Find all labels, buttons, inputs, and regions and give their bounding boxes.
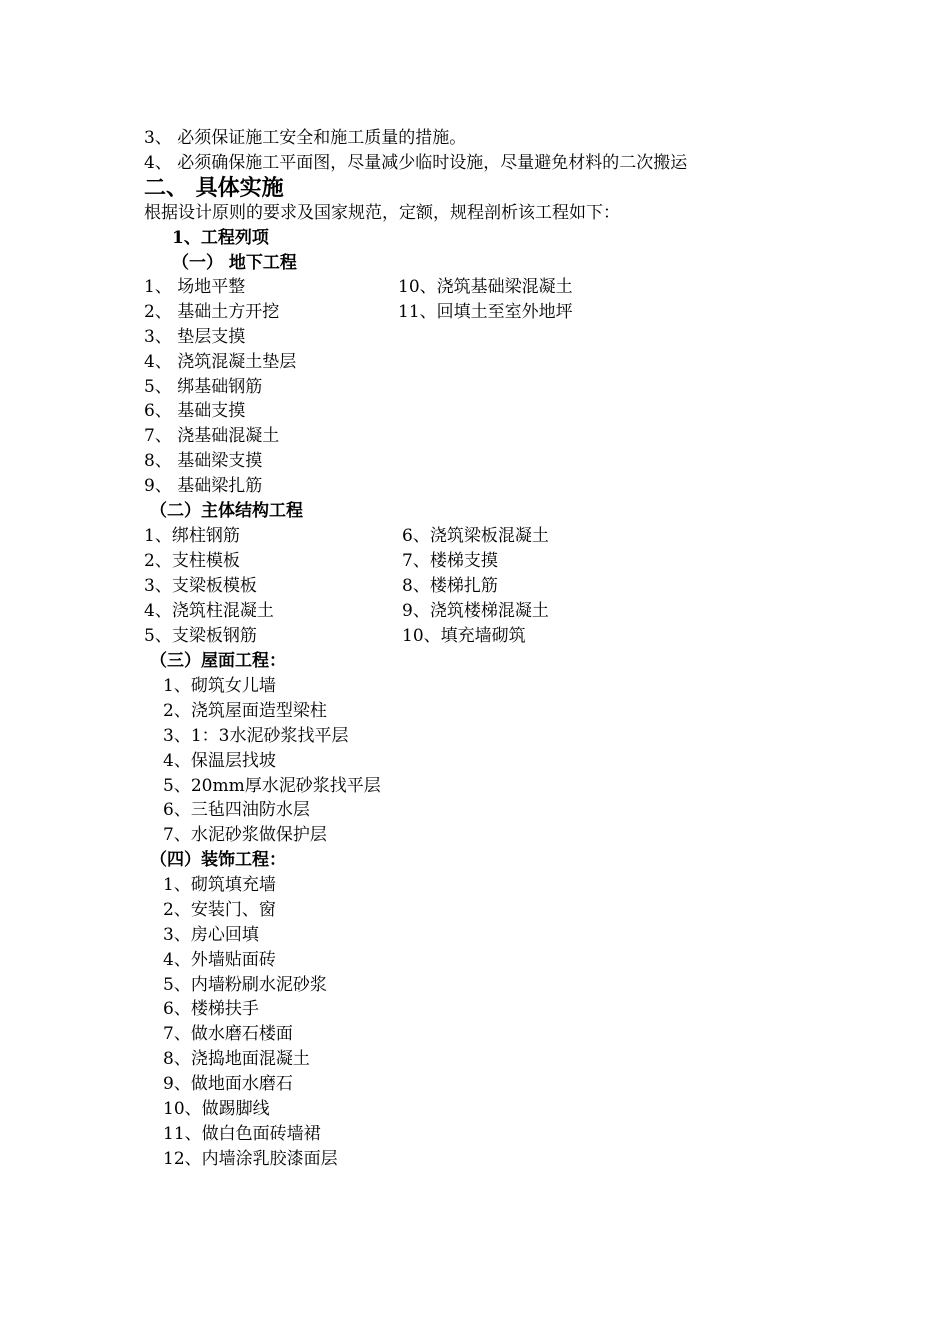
list-item: 6、三毡四油防水层 (163, 800, 310, 821)
list-item: 6、楼梯扶手 (163, 999, 259, 1020)
main-structure-list-right (402, 525, 549, 649)
list-item: 12、内墙涂乳胶漆面层 (163, 1148, 338, 1169)
list-item: 8、 基础梁支摸 (144, 451, 263, 472)
list-item: 1、绑柱钢筋 (144, 526, 240, 546)
list-item: 4、外墙贴面砖 (163, 949, 276, 970)
list-item: 1、砌筑女儿墙 (163, 676, 276, 696)
list-item: 6、 基础支摸 (144, 401, 246, 422)
list-item: 10、填充墙砌筑 (402, 625, 526, 646)
list-item: 8、浇捣地面混凝土 (163, 1049, 310, 1070)
list-item: 7、 浇基础混凝土 (144, 426, 280, 447)
roof-list (163, 675, 381, 849)
section-heading: 二、 具体实施 (144, 175, 284, 201)
list-item: 11、做白色面砖墙裙 (163, 1123, 321, 1144)
list-item: 9、 基础梁扎筋 (144, 476, 263, 497)
intro-paragraph: 根据设计原则的要求及国家规范，定额，规程剖析该工程如下： (144, 203, 620, 223)
list-item: 2、 基础土方开挖 (144, 301, 280, 322)
list-item: 4、浇筑柱混凝土 (144, 600, 274, 621)
list-item: 7、做水磨石楼面 (163, 1024, 293, 1045)
list-item: 1、 场地平整 (144, 277, 246, 297)
list-item: 6、浇筑梁板混凝土 (402, 526, 549, 546)
underground-list-left (144, 276, 296, 500)
list-item: 9、做地面水磨石 (163, 1074, 293, 1095)
list-item: 4、保温层找坡 (163, 750, 276, 771)
list-item: 5、20mm厚水泥砂浆找平层 (163, 775, 381, 796)
underground-list-right (398, 276, 573, 326)
list-item: 1、砌筑填充墙 (163, 875, 276, 895)
list-item: 2、支柱模板 (144, 550, 240, 571)
main-structure-list-left (144, 525, 274, 649)
list-item: 3、 垫层支摸 (144, 326, 246, 347)
list-item: 2、安装门、窗 (163, 899, 276, 920)
list-item: 8、楼梯扎筋 (402, 575, 498, 596)
subheading: 1、工程列项 (172, 228, 269, 248)
list-item: 3、1：3水泥砂浆找平层 (163, 725, 349, 746)
list-item: 3、房心回填 (163, 924, 259, 945)
list-item: 7、楼梯支摸 (402, 550, 498, 571)
list-item: 10、做踢脚线 (163, 1099, 270, 1120)
underground-title: （一） 地下工程 (172, 253, 297, 273)
roof-title: （三）屋面工程： (150, 651, 286, 671)
principle-item: 3、 必须保证施工安全和施工质量的措施。 (144, 128, 467, 148)
principle-item: 4、 必须确保施工平面图，尽量减少临时设施，尽量避免材料的二次搬运 (144, 153, 688, 173)
list-item: 5、 绑基础钢筋 (144, 376, 263, 397)
main-structure-title: （二）主体结构工程 (150, 501, 303, 521)
list-item: 2、浇筑屋面造型梁柱 (163, 700, 327, 721)
list-item: 5、支梁板钢筋 (144, 625, 257, 646)
list-item: 5、内墙粉刷水泥砂浆 (163, 974, 327, 995)
list-item: 4、 浇筑混凝土垫层 (144, 351, 297, 372)
decoration-list (163, 874, 338, 1173)
list-item: 10、浇筑基础梁混凝土 (398, 277, 573, 297)
list-item: 9、浇筑楼梯混凝土 (402, 600, 549, 621)
list-item: 11、回填土至室外地坪 (398, 301, 573, 322)
list-item: 3、支梁板模板 (144, 575, 257, 596)
decoration-title: （四）装饰工程： (150, 850, 286, 870)
list-item: 7、水泥砂浆做保护层 (163, 825, 327, 846)
